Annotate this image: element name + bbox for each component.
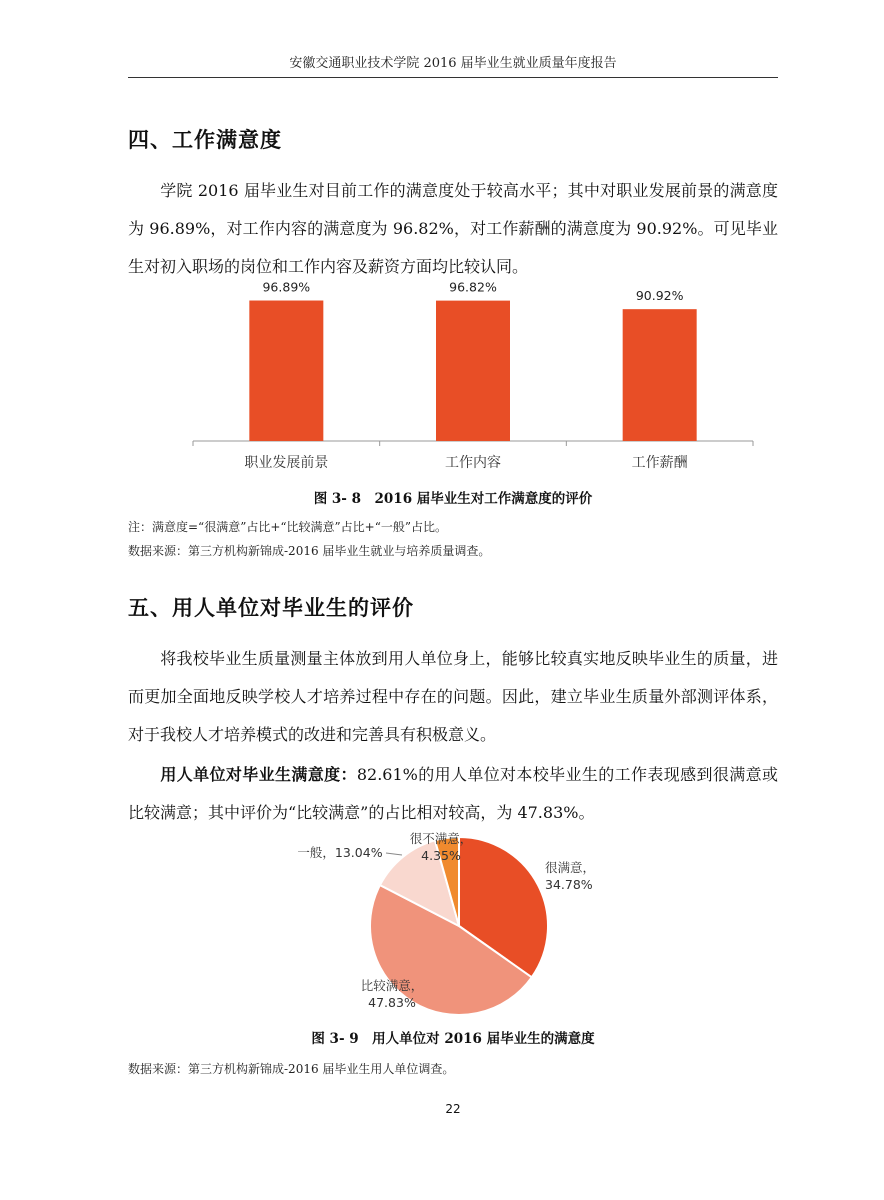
pie-data-label (297, 845, 382, 860)
section-heading-employer-evaluation: 五、用人单位对毕业生的评价 (128, 596, 414, 620)
job-satisfaction-text: 学院 2016 届毕业生对目前工作的满意度处于较高水平；其中对职业发展前景的满意度为 96.89%，对工作内容的满意度为 96.82%，对工作薪酬的满意度为 90.92%。可见毕业生对初入职场的岗位和工作内容及薪资方面均比较认同。 (128, 181, 778, 276)
bar-category-label: 职业发展前景 (244, 455, 329, 471)
bar-data-label: 96.82% (449, 279, 497, 295)
pie-data-label (545, 860, 595, 892)
pie-data-label-line: 很不满意， (409, 831, 473, 846)
leader-line (386, 853, 402, 855)
bar-data-label: 90.92% (635, 288, 684, 304)
bar-category-label: 工作薪酬 (631, 455, 688, 471)
pie-data-label-line: 4.35% (421, 848, 461, 863)
employer-evaluation-text: 将我校毕业生质量测量主体放到用人单位身上，能够比较真实地反映毕业生的质量，进而更加全面地反映学校人才培养过程中存在的问题。因此，建立毕业生质量外部测评体系，对于我校人才培养模式的改进和完善具有积极意义。 (128, 649, 778, 744)
pie-data-label-line: 一般，13.04% (297, 845, 383, 860)
pie-data-label-line: 47.83% (368, 995, 416, 1010)
pie-data-label-line: 很满意， (545, 860, 596, 875)
employer-satisfaction-lead: 用人单位对毕业生满意度： (160, 765, 357, 784)
figure-caption-3-9: 图 3- 9 用人单位对 2016 届毕业生的满意度 (311, 1031, 595, 1047)
bar-data-label: 96.89% (262, 279, 311, 295)
section-heading-job-satisfaction: 四、工作满意度 (128, 128, 282, 152)
pie-data-label-line: 34.78% (545, 877, 593, 892)
data-source-note: 数据来源：第三方机构新锦成-2016 届毕业生就业与培养质量调查。 (128, 544, 491, 558)
running-header: 安徽交通职业技术学院 2016 届毕业生就业质量年度报告 (289, 56, 617, 71)
data-source-note: 数据来源：第三方机构新锦成-2016 届毕业生用人单位调查。 (128, 1062, 455, 1076)
page-number: 22 (445, 1102, 461, 1116)
figure-caption-3-8: 图 3- 8 2016 届毕业生对工作满意度的评价 (313, 491, 593, 507)
employer-satisfaction-text: 82.61%的用人单位对本校毕业生的工作表现感到很满意或比较满意；其中评价为“比较满意”的占比相对较高，为 47.83%。 (128, 765, 778, 822)
pie-data-label-line: 比较满意， (360, 978, 424, 993)
figure-note: 注：满意度=“很满意”占比+“比较满意”占比+“一般”占比。 (128, 520, 447, 534)
bar-category-label: 工作内容 (445, 455, 501, 471)
